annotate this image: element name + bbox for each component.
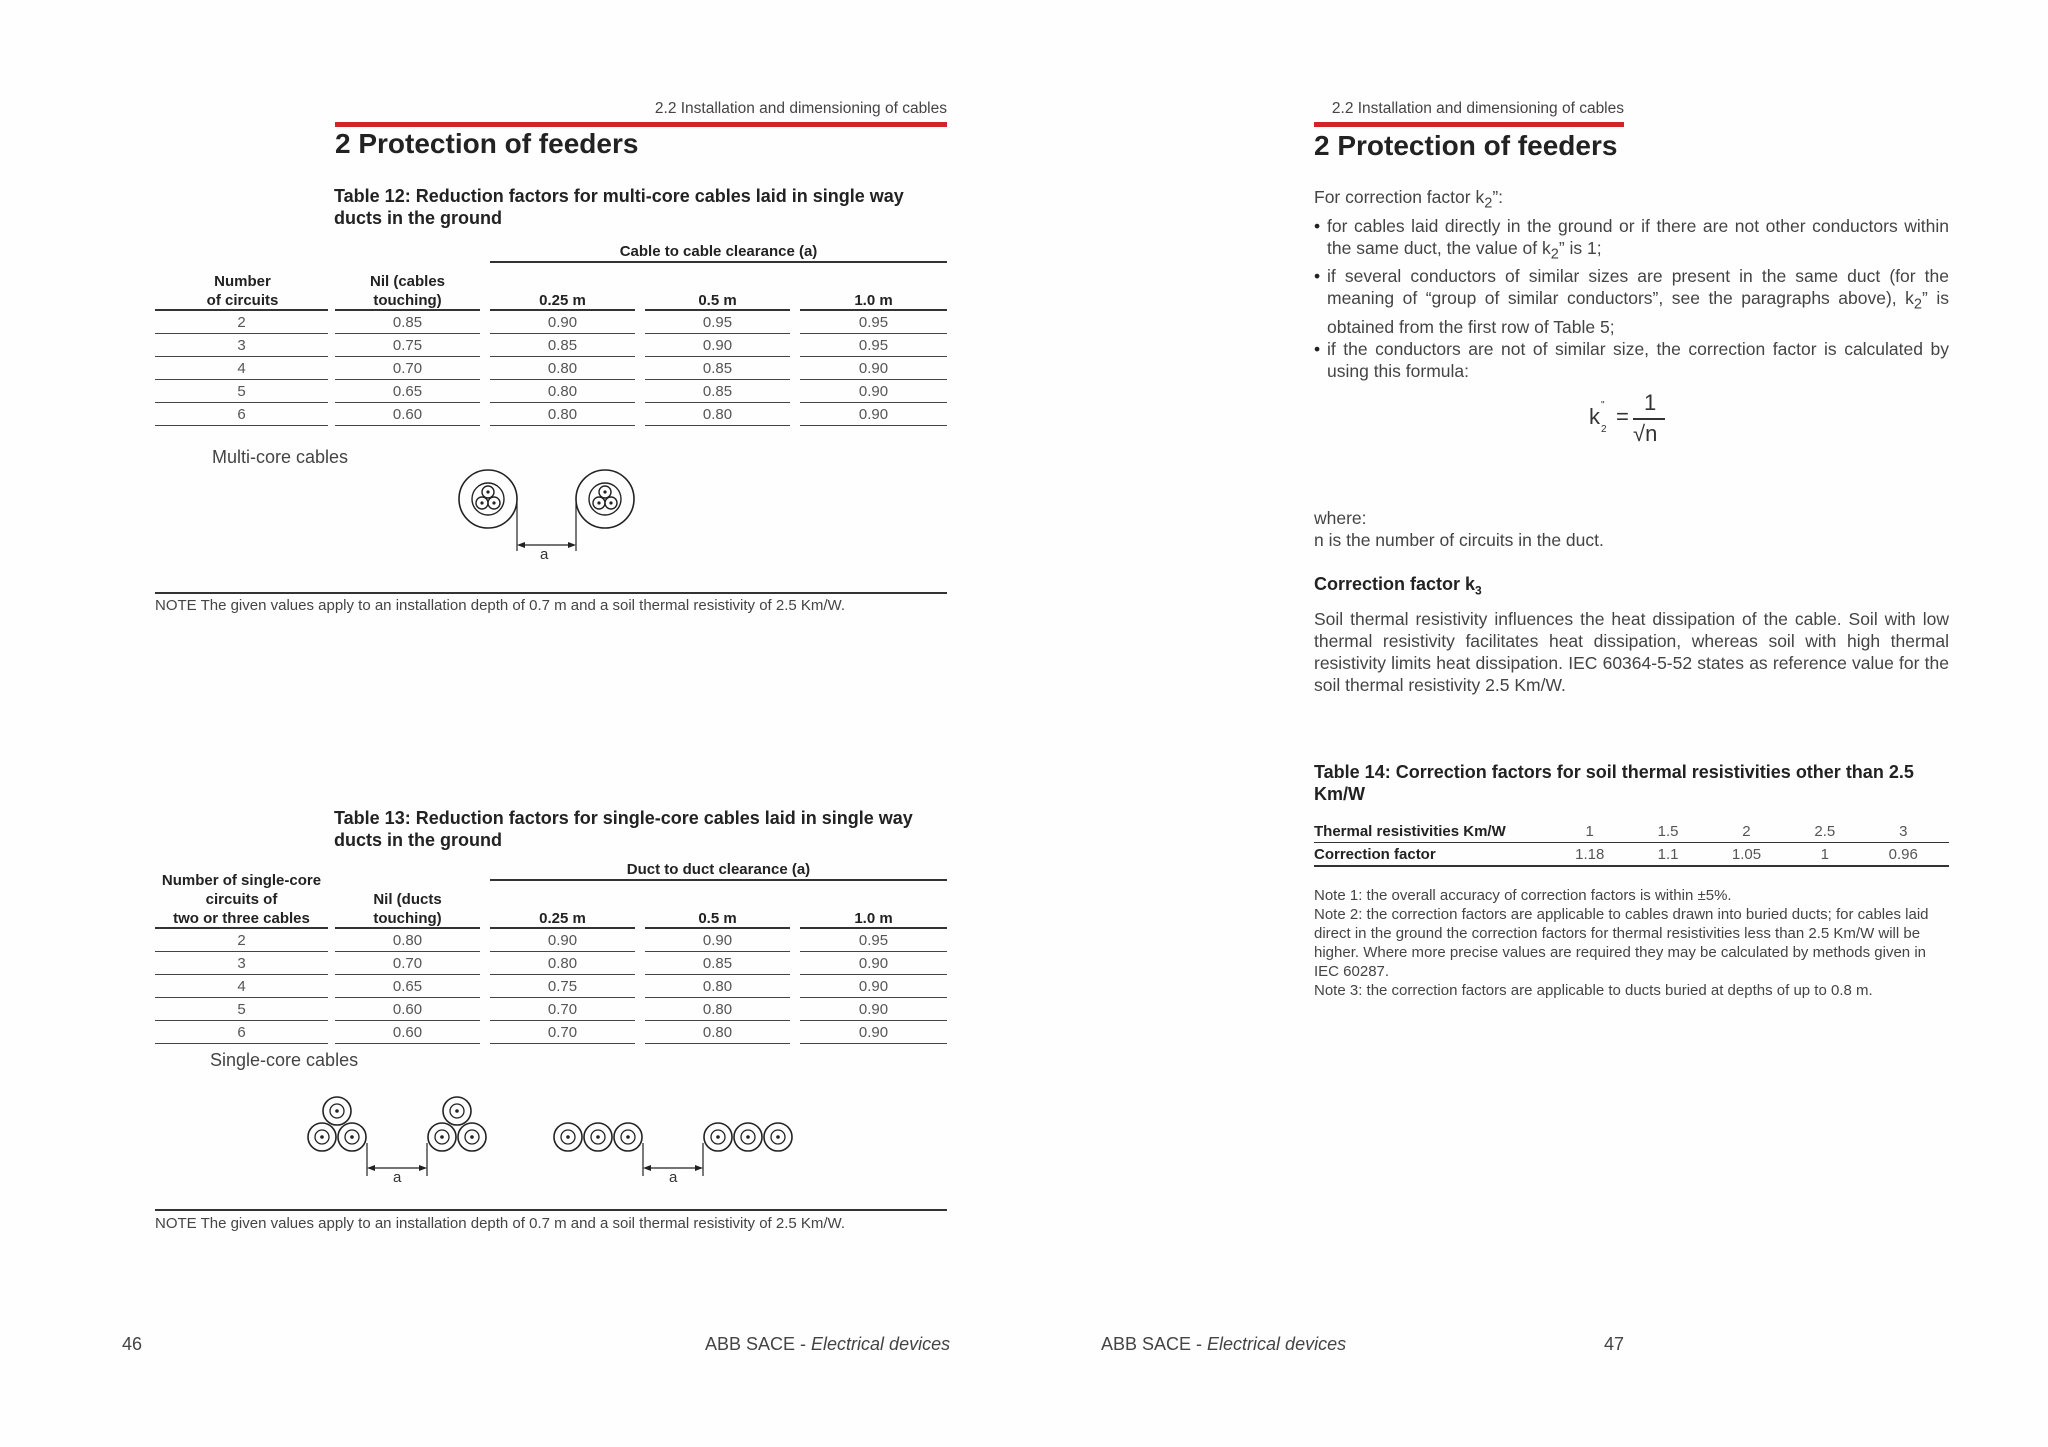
table12-header-rule [335,309,480,311]
note-1: Note 1: the overall accuracy of correction factors is within ±5%. [1314,887,1732,904]
header-rule [1314,122,1624,127]
clearance-label: a [669,1169,678,1186]
table12-col-10: 1.0 m [854,292,893,309]
table-row: Thermal resistivities Km/W 1 1.5 2 2.5 3 [1314,820,1949,843]
table12-title: Table 12: Reduction factors for multi-core cables laid in single way ducts in the ground [334,186,904,228]
table-row: 5 0.60 0.70 0.80 0.90 [155,1000,947,1023]
k2-formula: k " 2 = 1 √n [1589,390,1709,450]
table-row: 5 0.65 0.80 0.85 0.90 [155,382,947,405]
table-row: 3 0.75 0.85 0.90 0.95 [155,336,947,359]
table12-col-05: 0.5 m [698,292,737,309]
table13-col-025: 0.25 m [539,910,586,927]
list-item: • if the conductors are not of similar size, the correction factor is calculated by using this formula: [1314,338,1949,382]
table13-header-rule [490,927,635,929]
header-rule [335,122,947,127]
table12-body [155,313,947,428]
clearance-label: a [540,546,549,563]
fraction-bar [1633,418,1665,420]
table13-col-nil-header: Nil (ducts touching) [373,891,442,927]
note-3: Note 3: the correction factors are applicable to ducts buried at depths of up to 0.8 m. [1314,982,1873,999]
table13-body [155,931,947,1046]
table-row: 4 0.65 0.75 0.80 0.90 [155,977,947,1000]
table12-group-rule [490,261,947,263]
chapter-title: 2 Protection of feeders [335,128,639,159]
table13-header-rule [335,927,480,929]
section-header: 2.2 Installation and dimensioning of cables [654,100,947,117]
multi-core-label: Multi-core cables [212,447,349,467]
k2-bullets [1314,215,1949,382]
table12-header-rule [490,309,635,311]
section-header: 2.2 Installation and dimensioning of cables [1331,100,1624,117]
where-label: where: [1314,508,1367,528]
table-row: 2 0.80 0.90 0.90 0.95 [155,931,947,954]
where-text: n is the number of circuits in the duct. [1314,530,1604,550]
k2-intro: For correction factor $k_2$”: [1314,187,1504,212]
table-row: 2 0.85 0.90 0.95 0.95 [155,313,947,336]
table12-note-rule [155,592,947,594]
table-row: Correction factor 1.18 1.1 1.05 1 0.96 [1314,843,1949,867]
table-row: 6 0.60 0.80 0.80 0.90 [155,405,947,428]
table14 [1314,820,1949,867]
k3-heading: Correction factor $k_3$ [1314,574,1482,598]
clearance-label: a [393,1169,402,1186]
table12-note: NOTE The given values apply to an installation depth of 0.7 m and a soil thermal resistivity of 2.5 Km/W. [155,597,846,614]
list-item: • if several conductors of similar sizes are present in the same duct (for the meaning of “group of similar conductors”, see the paragraphs above), $k_2$” is obtained from the first row of Table 5; [1314,265,1949,338]
table13-header-rule [155,927,328,929]
page-number: 47 [1604,1334,1625,1354]
page-number: 46 [122,1334,143,1354]
table13-header-rule [800,927,947,929]
right-page [1024,0,2048,1447]
table13-group-header: Duct to duct clearance (a) [626,861,811,878]
table14-title: Table 14: Correction factors for soil thermal resistivities other than 2.5 Km/W [1314,762,1914,804]
k3-paragraph: Soil thermal resistivity influences the heat dissipation of the cable. Soil with low thermal resistivity facilitates heat dissipation, whereas soil with high thermal resistivity limits heat dissipation. IEC 60364-5-52 states as reference value for the soil thermal resistivity 2.5 Km/W. [1314,609,1949,695]
table12-header-rule [645,309,790,311]
table12-header-rule [800,309,947,311]
table13-title: Table 13: Reduction factors for single-core cables laid in single way ducts in the ground [334,808,913,850]
note-2: Note 2: the correction factors are applicable to cables drawn into buried ducts; for cables laid direct in the ground the correction factors for thermal resistivities less than 2.5 Km/W will be higher. Where more precise values are required they may be calculated by methods given in IEC 60287. [1314,906,1929,980]
table12-col-025: 0.25 m [539,292,586,309]
table13-note-rule [155,1209,947,1211]
table-row: 4 0.70 0.80 0.85 0.90 [155,359,947,382]
footer: ABB SACE - Electrical devices [705,1334,951,1354]
table12-col-nil-header: Nil (cables touching) [369,273,446,309]
footer: ABB SACE - Electrical devices [1101,1334,1347,1354]
table-row: 6 0.60 0.70 0.80 0.90 [155,1023,947,1046]
table13-group-rule [490,879,947,881]
table14-notes [1314,886,1949,1000]
table12-group-header: Cable to cable clearance (a) [619,243,818,260]
table12-col-number-header: Number of circuits [206,273,279,309]
table13-note: NOTE The given values apply to an installation depth of 0.7 m and a soil thermal resistivity of 2.5 Km/W. [155,1215,846,1232]
table13-col-10: 1.0 m [854,910,893,927]
table13-col-number-header: Number of single-core circuits of two or three cables [161,872,322,927]
table13-header-rule [645,927,790,929]
table-row: 3 0.70 0.80 0.85 0.90 [155,954,947,977]
chapter-title: 2 Protection of feeders [1314,130,1618,161]
single-core-label: Single-core cables [210,1050,359,1070]
list-item: • for cables laid directly in the ground or if there are not other conductors within the same duct, the value of $k_2$” is 1; [1314,215,1949,266]
k2-section [1314,186,1949,382]
single-core-cables-diagram [300,1088,800,1188]
table13-col-05: 0.5 m [698,910,737,927]
table12-header-rule [155,309,328,311]
